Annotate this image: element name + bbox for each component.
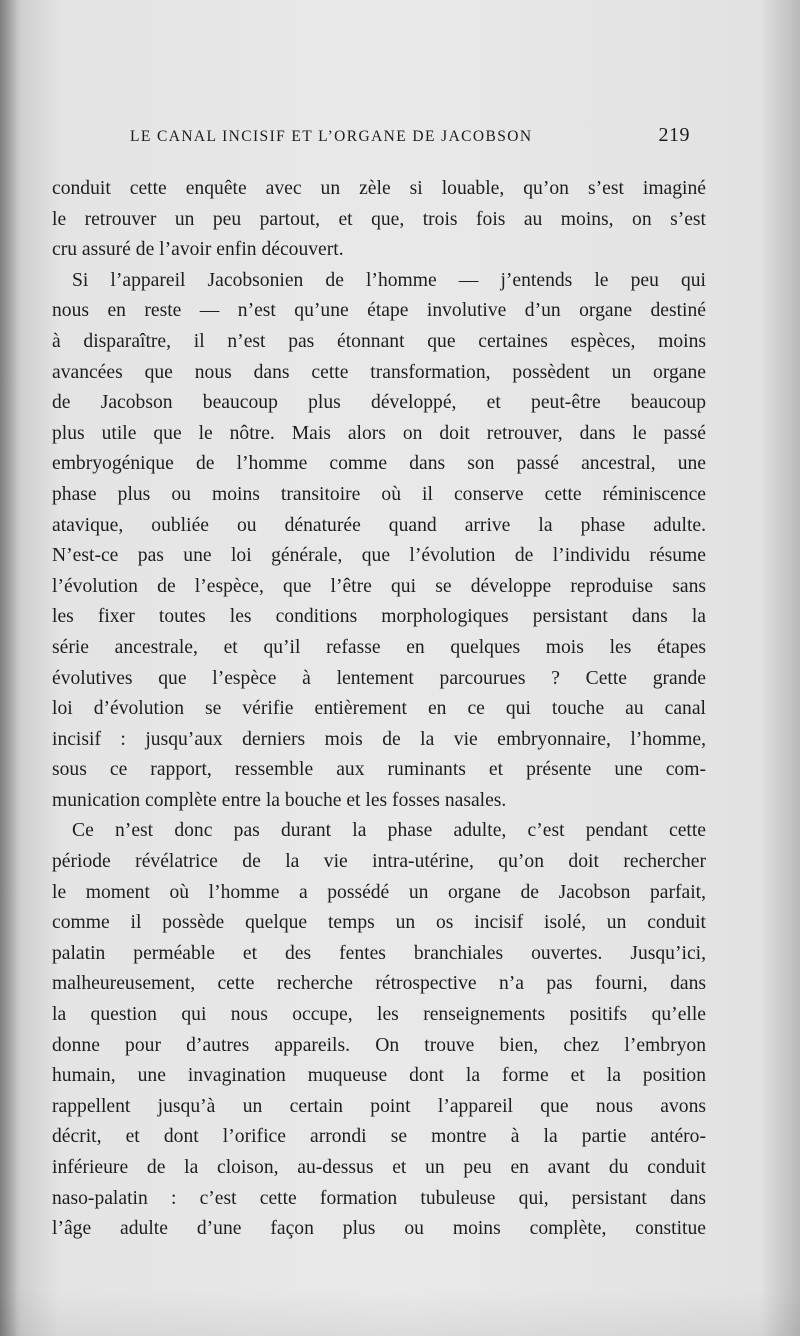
text-line: évolutives que l’espèce à lentement parcourues ? Cette grande (52, 667, 706, 689)
paragraph (52, 174, 706, 266)
text-line: Si l’appareil Jacobsonien de l’homme — j’entends le peu qui (72, 269, 706, 291)
running-title: LE CANAL INCISIF ET L’ORGANE DE JACOBSON (130, 128, 533, 145)
text-line: incisif : jusqu’aux derniers mois de la vie embryonnaire, l’homme, (52, 728, 706, 750)
text-line: loi d’évolution se vérifie entièrement en ce qui touche au canal (52, 698, 706, 720)
page-bottom-shade (0, 1290, 800, 1336)
text-line: malheureusement, cette recherche rétrospective n’a pas fourni, dans (52, 973, 706, 995)
text-line: embryogénique de l’homme comme dans son passé ancestral, une (52, 453, 706, 475)
paragraph (52, 816, 706, 1244)
text-line: phase plus ou moins transitoire où il conserve cette réminiscence (52, 483, 706, 505)
text-line: inférieure de la cloison, au-dessus et un peu en avant du conduit (52, 1157, 706, 1178)
page-number: 219 (658, 124, 690, 146)
text-line: cru assuré de l’avoir enfin découvert. (52, 239, 344, 261)
body-text (52, 174, 706, 1245)
text-line: plus utile que le nôtre. Mais alors on doit retrouver, dans le passé (52, 422, 706, 444)
text-line: rappellent jusqu’à un certain point l’appareil que nous avons (52, 1095, 706, 1117)
page-header (130, 124, 690, 154)
text-line: le retrouver un peu partout, et que, trois fois au moins, on s’est (52, 208, 706, 230)
text-line: le moment où l’homme a possédé un organe de Jacobson parfait, (52, 881, 706, 903)
text-line: série ancestrale, et qu’il refasse en quelques mois les étapes (52, 636, 706, 658)
text-line: période révélatrice de la vie intra-utérine, qu’on doit rechercher (52, 851, 706, 873)
text-line: munication complète entre la bouche et les fosses nasales. (52, 789, 507, 811)
page-binding-edge (0, 0, 16, 1336)
text-line: les fixer toutes les conditions morphologiques persistant dans la (52, 606, 706, 628)
text-line: la question qui nous occupe, les renseignements positifs qu’elle (52, 1004, 706, 1026)
text-line: Ce n’est donc pas durant la phase adulte, c’est pendant cette (72, 820, 706, 842)
text-line: humain, une invagination muqueuse dont la forme et la position (52, 1065, 706, 1087)
text-line: l’âge adulte d’une façon plus ou moins complète, constitue (52, 1218, 706, 1240)
text-line: atavique, oubliée ou dénaturée quand arrive la phase adulte. (52, 514, 706, 536)
text-line: naso-palatin : c’est cette formation tubuleuse qui, persistant dans (52, 1187, 706, 1209)
paragraph (52, 266, 706, 817)
text-line: N’est-ce pas une loi générale, que l’évolution de l’individu résume (52, 545, 706, 567)
text-line: nous en reste — n’est qu’une étape involutive d’un organe destiné (52, 300, 706, 322)
text-line: conduit cette enquête avec un zèle si louable, qu’on s’est imaginé (52, 178, 706, 199)
text-line: l’évolution de l’espèce, que l’être qui se développe reproduise sans (52, 575, 706, 597)
text-line: décrit, et dont l’orifice arrondi se montre à la partie antéro- (52, 1126, 706, 1148)
text-line: comme il possède quelque temps un os incisif isolé, un conduit (52, 912, 706, 934)
text-line: palatin perméable et des fentes branchiales ouvertes. Jusqu’ici, (52, 942, 706, 964)
text-line: à disparaître, il n’est pas étonnant que certaines espèces, moins (52, 330, 706, 352)
text-line: donne pour d’autres appareils. On trouve bien, chez l’embryon (52, 1034, 706, 1056)
text-line: de Jacobson beaucoup plus développé, et peut-être beaucoup (52, 392, 706, 414)
text-line: avancées que nous dans cette transformation, possèdent un organe (52, 361, 706, 383)
text-line: sous ce rapport, ressemble aux ruminants et présente une com- (52, 759, 706, 781)
